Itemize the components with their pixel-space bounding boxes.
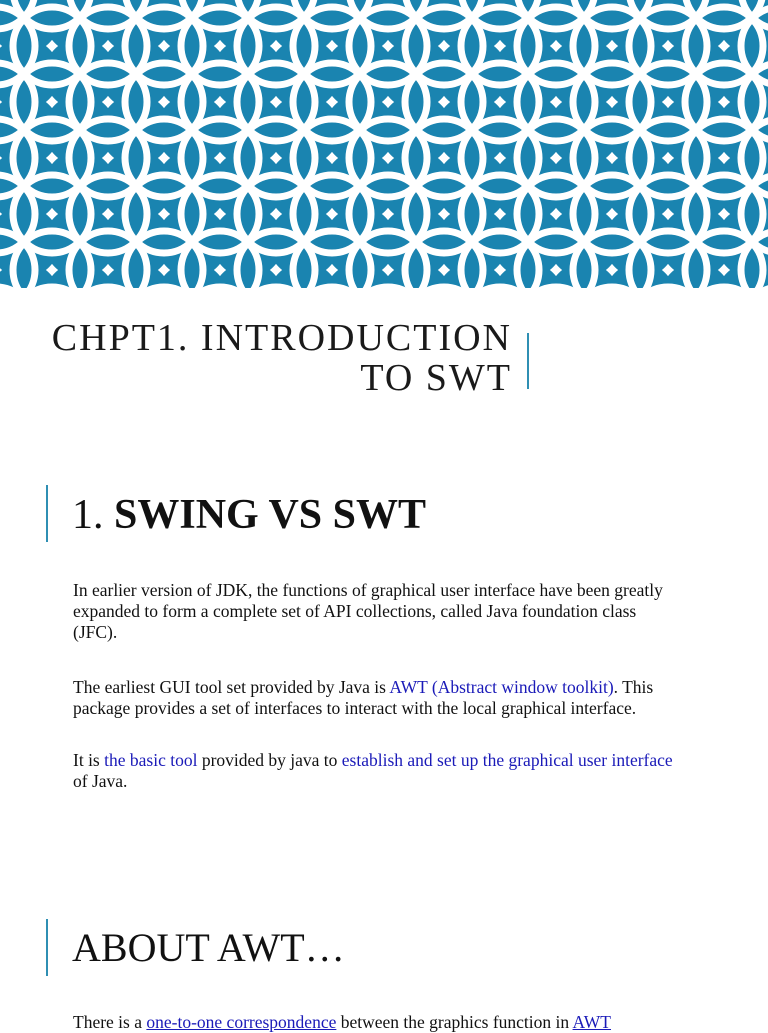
- paragraph-jfc: In earlier version of JDK, the functions of graphical user interface have been greatly expanded to form a complete set of API collections, called Java foundation class (JFC).: [73, 580, 663, 642]
- decorative-pattern-banner: [0, 0, 768, 288]
- about-accent-bar: [46, 919, 48, 976]
- paragraph-basic-tool-text-1: It is: [73, 750, 105, 770]
- paragraph-awt: [73, 677, 683, 719]
- paragraph-basic-tool-text-2: provided by java to: [197, 750, 342, 770]
- paragraph-awt-text-2: . This package provides a set of interfaces to interact with the local graphical interface.: [73, 677, 654, 718]
- slide-title: [52, 318, 512, 398]
- awt-link-2[interactable]: AWT: [572, 1012, 611, 1032]
- section-heading-about-awt: [72, 925, 345, 971]
- basic-tool-link[interactable]: the basic tool: [104, 750, 198, 770]
- slide-title-line-1: CHPT1. INTRODUCTION: [51, 317, 512, 359]
- section-heading-number: 1.: [72, 492, 104, 538]
- title-accent-bar: [527, 333, 529, 389]
- paragraph-basic-tool: [73, 750, 683, 792]
- awt-link[interactable]: AWT (Abstract window toolkit): [389, 677, 614, 697]
- section-accent-bar: [46, 485, 48, 542]
- section-heading-swing-vs-swt: [72, 490, 426, 540]
- establish-gui-link[interactable]: establish and set up the graphical user interface: [341, 750, 673, 770]
- paragraph-one-to-one-text-1: There is a: [73, 1012, 147, 1032]
- paragraph-one-to-one: [73, 1012, 683, 1033]
- about-awt-heading-text: ABOUT AWT…: [72, 925, 345, 970]
- one-to-one-link[interactable]: one-to-one correspondence: [146, 1012, 337, 1032]
- paragraph-one-to-one-text-2: between the graphics function in: [336, 1012, 573, 1032]
- paragraph-awt-text-1: The earliest GUI tool set provided by Java is: [73, 677, 390, 697]
- section-heading-text: SWING VS SWT: [114, 492, 427, 538]
- slide-title-line-2: TO SWT: [360, 357, 512, 399]
- paragraph-basic-tool-text-3: of Java.: [73, 771, 128, 791]
